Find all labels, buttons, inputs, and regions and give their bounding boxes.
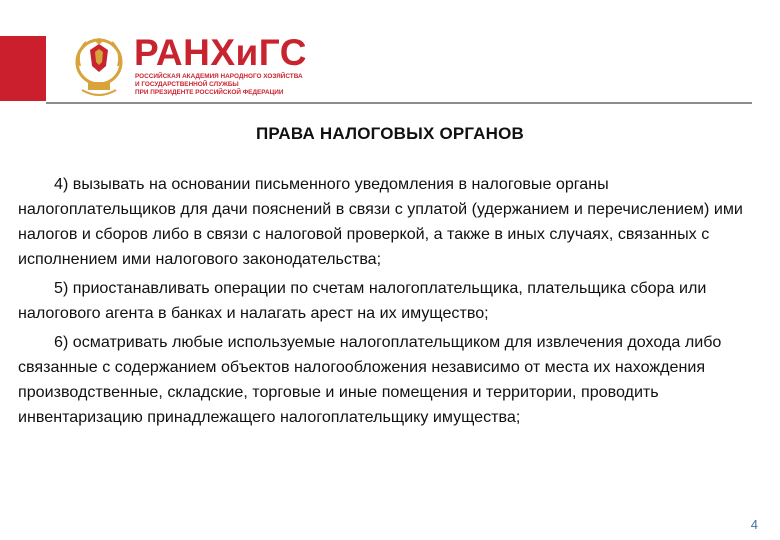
brand-subtitle-line: РОССИЙСКАЯ АКАДЕМИЯ НАРОДНОГО ХОЗЯЙСТВА — [135, 73, 303, 80]
paragraph-item-5: 5) приостанавливать операции по счетам налогоплательщика, плательщика сбора или налогового агента в банках и налагать арест на их имущество; — [18, 279, 707, 322]
paragraph-item-4: 4) вызывать на основании письменного уведомления в налоговые органы налогоплательщиков для дачи пояснений в связи с уплатой (удержанием и перечислением) ими налогов и сборов либо в связи с налоговой проверкой, а также в иных случаях, связанных с исполнением ими налогового законодательства; — [18, 175, 743, 268]
red-accent-bar — [0, 36, 46, 101]
slide-body — [18, 172, 758, 434]
slide-title: ПРАВА НАЛОГОВЫХ ОРГАНОВ — [255, 124, 525, 143]
brand-subtitle-line: ПРИ ПРЕЗИДЕНТЕ РОССИЙСКОЙ ФЕДЕРАЦИИ — [135, 89, 284, 96]
emblem-icon — [72, 32, 126, 102]
brand-subtitle — [135, 73, 303, 97]
header-divider — [46, 102, 752, 104]
page-number: 4 — [750, 517, 758, 532]
brand-subtitle-line: И ГОСУДАРСТВЕННОЙ СЛУЖБЫ — [135, 81, 239, 88]
brand-logo-text: РАНХиГС — [134, 32, 307, 73]
paragraph-item-6: 6) осматривать любые используемые налогоплательщиком для извлечения дохода либо связанные с содержанием объектов налогообложения независимо от места их нахождения производственные, складские, торговые и иные помещения и территории, проводить инвентаризацию принадлежащего налогоплательщику имущества; — [18, 333, 722, 426]
